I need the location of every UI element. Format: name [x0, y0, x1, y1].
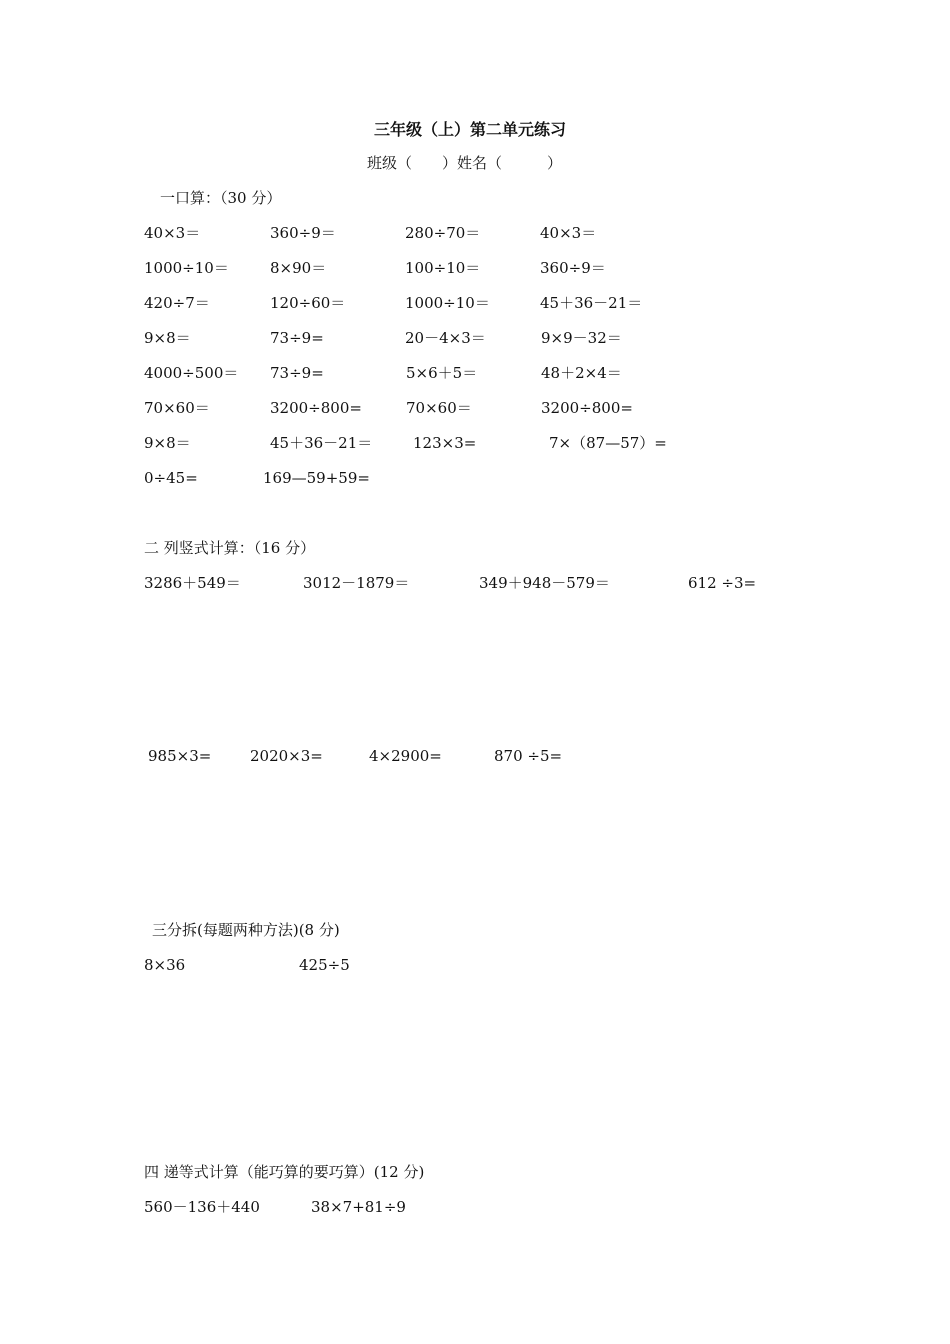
oral-calc-item: 123×3= — [413, 434, 477, 452]
oral-calc-item: 20－4×3＝ — [405, 329, 486, 347]
oral-calc-item: 120÷60＝ — [270, 294, 346, 312]
oral-calc-item: 360÷9＝ — [540, 259, 606, 277]
oral-calc-item: 1000÷10＝ — [405, 294, 490, 312]
oral-calc-item: 5×6＋5＝ — [406, 364, 478, 382]
section2-heading: 二 列竖式计算：（16 分） — [144, 539, 316, 557]
oral-calc-item: 3200÷800= — [541, 399, 633, 417]
oral-calc-item: 4000÷500＝ — [144, 364, 239, 382]
oral-calc-item: 70×60＝ — [144, 399, 210, 417]
oral-calc-item: 100÷10＝ — [405, 259, 481, 277]
oral-calc-item: 169—59+59= — [263, 469, 370, 487]
oral-calc-item: 420÷7＝ — [144, 294, 210, 312]
vertical-calc-item: 3286＋549＝ — [144, 574, 241, 592]
oral-calc-item: 70×60＝ — [406, 399, 472, 417]
vertical-calc-item: 612 ÷3= — [688, 574, 757, 592]
oral-calc-item: 8×90＝ — [270, 259, 327, 277]
split-calc-item: 8×36 — [144, 956, 186, 974]
oral-calc-item: 45＋36－21＝ — [540, 294, 643, 312]
section3-heading: 三分拆(每题两种方法)(8 分) — [152, 921, 340, 939]
oral-calc-item: 73÷9= — [270, 364, 324, 382]
split-calc-item: 425÷5 — [299, 956, 350, 974]
class-name-line: 班级（ ）姓名（ ） — [367, 154, 563, 172]
oral-calc-item: 45＋36－21＝ — [270, 434, 373, 452]
oral-calc-item: 73÷9= — [270, 329, 324, 347]
stepwise-calc-item: 38×7+81÷9 — [311, 1198, 406, 1216]
oral-calc-item: 48＋2×4＝ — [541, 364, 622, 382]
oral-calc-item: 40×3＝ — [540, 224, 597, 242]
section4-heading: 四 递等式计算（能巧算的要巧算）(12 分) — [144, 1163, 425, 1181]
oral-calc-item: 3200÷800= — [270, 399, 362, 417]
vertical-calc-item: 3012－1879＝ — [303, 574, 410, 592]
oral-calc-item: 9×8＝ — [144, 329, 191, 347]
vertical-calc-item: 985×3= — [148, 747, 212, 765]
vertical-calc-item: 349＋948－579＝ — [479, 574, 610, 592]
oral-calc-item: 280÷70＝ — [405, 224, 481, 242]
oral-calc-item: 9×9－32＝ — [541, 329, 622, 347]
oral-calc-item: 9×8＝ — [144, 434, 191, 452]
oral-calc-item: 0÷45= — [144, 469, 198, 487]
stepwise-calc-item: 560－136＋440 — [144, 1198, 260, 1216]
vertical-calc-item: 870 ÷5= — [494, 747, 563, 765]
vertical-calc-item: 4×2900= — [369, 747, 442, 765]
oral-calc-item: 7×（87—57）= — [549, 434, 667, 452]
oral-calc-item: 360÷9＝ — [270, 224, 336, 242]
vertical-calc-item: 2020×3= — [250, 747, 323, 765]
oral-calc-item: 1000÷10＝ — [144, 259, 229, 277]
page-title: 三年级（上）第二单元练习 — [374, 120, 567, 139]
section1-heading: 一口算：（30 分） — [160, 189, 282, 207]
oral-calc-item: 40×3＝ — [144, 224, 201, 242]
